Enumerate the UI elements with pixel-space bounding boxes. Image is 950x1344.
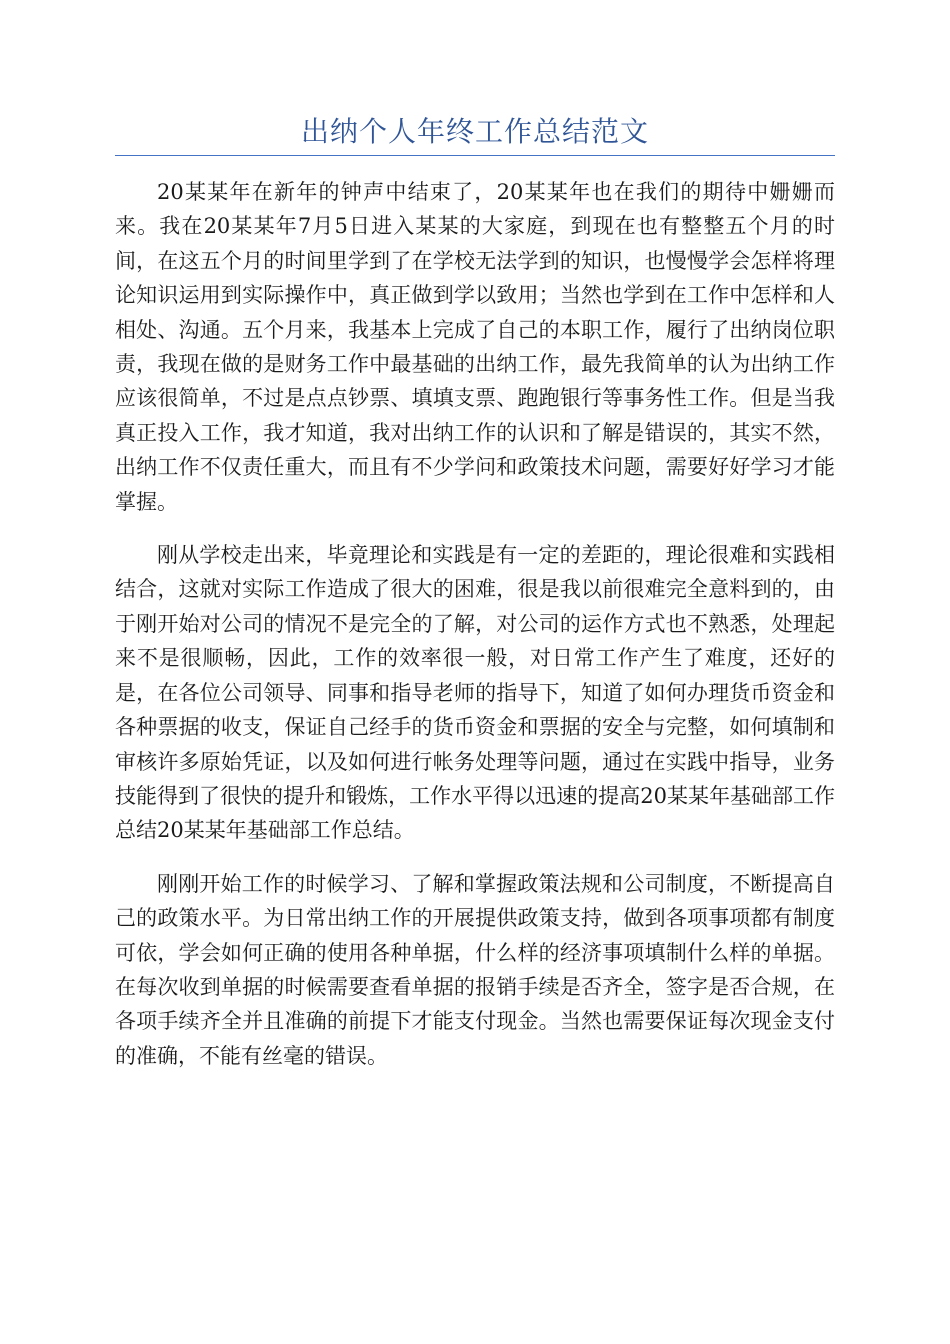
title-underline	[115, 155, 835, 156]
paragraph-1: 20某某年在新年的钟声中结束了，20某某年也在我们的期待中姗姗而来。我在20某某年7月5日进入某某的大家庭，到现在也有整整五个月的时间，在这五个月的时间里学到了在学校无法学到的知识，也慢慢学会怎样将理论知识运用到实际操作中，真正做到学以致用；当然也学到在工作中怎样和人相处、沟通。五个月来，我基本上完成了自己的本职工作，履行了出纳岗位职责，我现在做的是财务工作中最基础的出纳工作，最先我简单的认为出纳工作应该很简单，不过是点点钞票、填填支票、跑跑银行等事务性工作。但是当我真正投入工作，我才知道，我对出纳工作的认识和了解是错误的，其实不然，出纳工作不仅责任重大，而且有不少学问和政策技术问题，需要好好学习才能掌握。	[115, 180, 835, 514]
document-title: 出纳个人年终工作总结范文	[300, 115, 649, 148]
paragraph-2: 刚从学校走出来，毕竟理论和实践是有一定的差距的，理论很难和实践相结合，这就对实际工作造成了很大的困难，很是我以前很难完全意料到的，由于刚开始对公司的情况不是完全的了解，对公司的运作方式也不熟悉，处理起来不是很顺畅，因此，工作的效率很一般，对日常工作产生了难度，还好的是，在各位公司领导、同事和指导老师的指导下，知道了如何办理货币资金和各种票据的收支，保证自己经手的货币资金和票据的安全与完整，如何填制和审核许多原始凭证，以及如何进行帐务处理等问题，通过在实践中指导，业务技能得到了很快的提升和锻炼，工作水平得以迅速的提高20某某年基础部工作总结20某某年基础部工作总结。	[115, 543, 835, 843]
document-body	[115, 175, 835, 1092]
paragraph-3: 刚刚开始工作的时候学习、了解和掌握政策法规和公司制度，不断提高自己的政策水平。为日常出纳工作的开展提供政策支持，做到各项事项都有制度可依，学会如何正确的使用各种单据，什么样的经济事项填制什么样的单据。在每次收到单据的时候需要查看单据的报销手续是否齐全，签字是否合规，在各项手续齐全并且准确的前提下才能支付现金。当然也需要保证每次现金支付的准确，不能有丝毫的错误。	[115, 871, 835, 1068]
